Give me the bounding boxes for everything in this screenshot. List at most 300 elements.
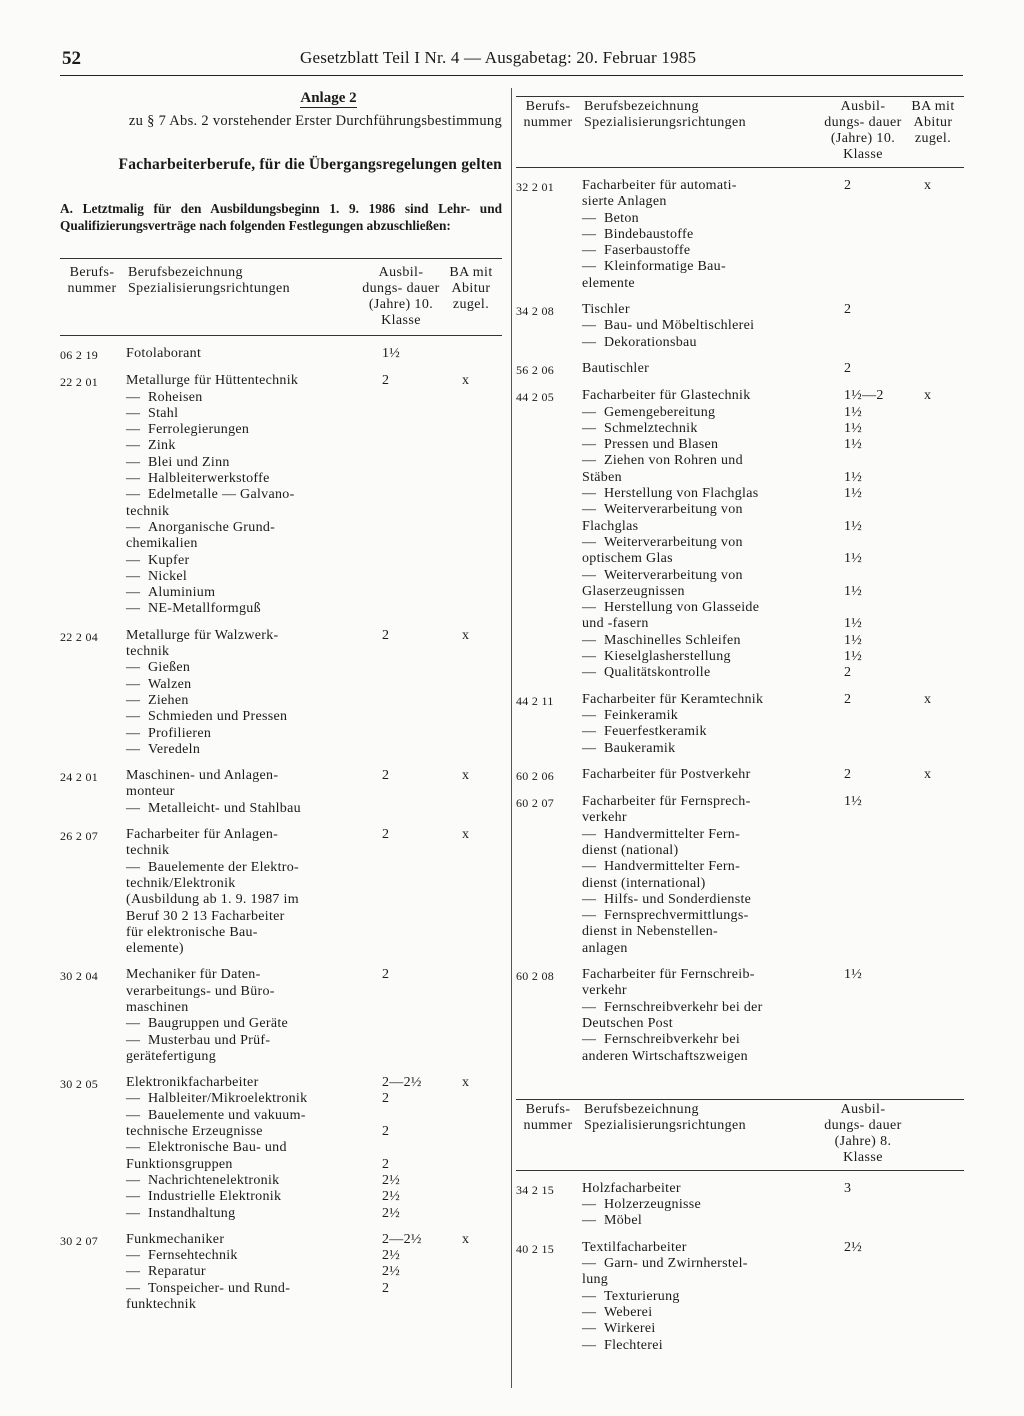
specialization-line (582, 437, 964, 453)
berufsbezeichnung-line (126, 784, 502, 800)
spezialisierung: — Aluminium (126, 585, 216, 601)
dash-marker: — (582, 243, 597, 259)
spezialisierung: technische Erzeugnisse (126, 1124, 263, 1140)
berufsbezeichnung-line (582, 810, 964, 826)
spec-dauer (382, 876, 462, 892)
spec-ba (462, 801, 502, 817)
ba-abitur (924, 794, 964, 810)
entry-body (582, 692, 964, 757)
spezialisierung: (Ausbildung ab 1. 9. 1987 im (126, 892, 299, 908)
berufsnummer: 26 2 07 (60, 829, 99, 844)
table-row (60, 1232, 502, 1313)
ausbildungsdauer: 2 (382, 768, 390, 784)
specialization-line (582, 453, 964, 469)
ausbildungsdauer: 2½ (844, 1239, 863, 1255)
specialization-line (126, 487, 502, 503)
right-entries (516, 178, 964, 1065)
ba-abitur (924, 194, 964, 210)
spec-ba (924, 227, 964, 243)
specialization-line (126, 1140, 502, 1156)
dash-marker: — (582, 1337, 597, 1353)
spec-ba (924, 1256, 964, 1272)
dash-marker: — (126, 859, 141, 875)
spec-dauer (844, 1289, 924, 1305)
spec-ba (462, 693, 502, 709)
dash-marker: — (582, 1256, 597, 1272)
spezialisierung: — Stahl (126, 405, 179, 421)
ba-abitur (462, 644, 502, 660)
dash-marker: — (126, 585, 141, 601)
dash-marker: — (582, 502, 597, 518)
dash-marker: — (126, 1189, 141, 1205)
spec-ba (924, 243, 964, 259)
spezialisierung: anderen Wirtschaftszweigen (582, 1048, 748, 1064)
spec-ba (462, 876, 502, 892)
spec-ba (462, 536, 502, 552)
specialization-line (582, 486, 964, 502)
spezialisierung: — Walzen (126, 676, 192, 692)
header-berufsbezeichnung: Berufsbezeichnung Spezialisierungsrichtungen (128, 265, 291, 296)
spezialisierung: — Baukeramik (582, 740, 676, 756)
spec-dauer: 1½ (844, 518, 863, 534)
spec-ba (462, 1033, 502, 1049)
spezialisierung: dienst (national) (582, 842, 679, 858)
spec-dauer: 1½ (844, 583, 863, 599)
berufsbezeichnung-line (126, 1232, 502, 1248)
spec-ba (462, 1189, 502, 1205)
spec-dauer: 1½ (844, 632, 863, 648)
spec-dauer: 2½ (382, 1264, 401, 1280)
spec-dauer (382, 892, 462, 908)
spec-ba (924, 437, 964, 453)
specialization-line (126, 660, 502, 676)
ausbildungsdauer: 2—2½ (382, 1075, 422, 1091)
spec-dauer (844, 243, 924, 259)
ausbildungsdauer: 2—2½ (382, 1231, 422, 1247)
specialization-line (126, 569, 502, 585)
spec-ba (462, 1248, 502, 1264)
dash-marker: — (126, 389, 141, 405)
spezialisierung: lung (582, 1272, 609, 1288)
table-row (516, 794, 964, 957)
spezialisierung: — Herstellung von Glasseide (582, 600, 760, 616)
spec-dauer: 1½ (844, 616, 863, 632)
ba-abitur (462, 967, 502, 983)
berufsbezeichnung-line (582, 983, 964, 999)
spec-dauer (382, 569, 462, 585)
spezialisierung: — Wirkerei (582, 1321, 656, 1337)
spezialisierung: — Nickel (126, 568, 188, 584)
table-row (60, 373, 502, 617)
dash-marker: — (126, 692, 141, 708)
berufsbezeichnung-line (582, 692, 964, 708)
spec-ba (462, 585, 502, 601)
spec-dauer (844, 708, 924, 724)
dash-marker: — (126, 1016, 141, 1032)
ausbildungsdauer: 1½ (382, 346, 401, 361)
specialization-line (126, 1124, 502, 1140)
specialization-line (582, 318, 964, 334)
spec-dauer (382, 422, 462, 438)
ba-abitur: x (462, 373, 470, 389)
table-row (516, 1181, 964, 1230)
ausbildungsdauer: 1½ (844, 967, 863, 983)
entry-body (582, 388, 964, 681)
spec-dauer: 1½ (844, 649, 863, 665)
spec-ba (924, 335, 964, 351)
specialization-line (582, 568, 964, 584)
section-heading: Facharbeiterberufe, für die Übergangsregelungen gelten (118, 156, 502, 173)
spezialisierung: — Flechterei (582, 1337, 663, 1353)
spec-ba (924, 535, 964, 551)
spec-dauer (382, 520, 462, 536)
spec-dauer (382, 455, 462, 471)
table2-header (516, 1102, 964, 1166)
dash-marker: — (126, 1140, 141, 1156)
spec-ba (924, 568, 964, 584)
dash-marker: — (126, 405, 141, 421)
specialization-line (126, 1091, 502, 1107)
dash-marker: — (582, 740, 597, 756)
spec-dauer (844, 227, 924, 243)
dash-marker: — (126, 800, 141, 816)
right-entries-8 (516, 1181, 964, 1354)
dash-marker: — (582, 826, 597, 842)
spezialisierung: chemikalien (126, 536, 198, 552)
spec-dauer (382, 601, 462, 617)
berufsbezeichnung: Elektronikfacharbeiter (126, 1075, 259, 1091)
berufsbezeichnung: verkehr (582, 983, 627, 999)
spezialisierung: Glaserzeugnissen (582, 583, 685, 599)
spec-ba (462, 941, 502, 957)
spec-ba (462, 1297, 502, 1313)
entry-body (126, 1075, 502, 1222)
dash-marker: — (126, 1032, 141, 1048)
dash-marker: — (582, 665, 597, 681)
specialization-line (126, 801, 502, 817)
spezialisierung: — Qualitätskontrolle (582, 665, 711, 681)
berufsbezeichnung: technik (126, 843, 170, 859)
specialization-line (582, 665, 964, 681)
berufsbezeichnung: Tischler (582, 302, 630, 318)
berufsbezeichnung-line (582, 194, 964, 210)
specialization-line (582, 1338, 964, 1354)
berufsbezeichnung-line (126, 628, 502, 644)
spec-dauer (844, 1305, 924, 1321)
spec-dauer (382, 709, 462, 725)
table-row (516, 302, 964, 351)
table-header (60, 265, 502, 329)
table-row (516, 361, 964, 378)
entry-body (582, 361, 964, 378)
spezialisierung: — Beton (582, 210, 639, 226)
spezialisierung: — Roheisen (126, 389, 203, 405)
ba-abitur (924, 967, 964, 983)
entry-body (582, 767, 964, 784)
specialization-line (582, 859, 964, 875)
spezialisierung: — Weberei (582, 1304, 653, 1320)
specialization-line (126, 925, 502, 941)
specialization-line (126, 742, 502, 758)
header-ba-abitur: BA mit Abitur zugel. (449, 265, 493, 312)
ba-abitur: x (462, 827, 470, 843)
specialization-line (582, 502, 964, 518)
column-separator (511, 88, 512, 1388)
berufsbezeichnung-line (582, 767, 964, 783)
header-berufsnummer: Berufs- nummer (67, 265, 117, 296)
berufsnummer: 44 2 05 (516, 390, 555, 405)
berufsbezeichnung-line (126, 984, 502, 1000)
ba-abitur (924, 810, 964, 826)
berufsbezeichnung-line (582, 967, 964, 983)
spec-ba (462, 1140, 502, 1156)
table-header-rule (516, 167, 964, 168)
spezialisierung: — Pressen und Blasen (582, 437, 719, 453)
berufsnummer: 30 2 07 (60, 1233, 99, 1248)
berufsbezeichnung-line (126, 1075, 502, 1091)
ausbildungsdauer (382, 843, 462, 859)
spec-ba (462, 1049, 502, 1065)
spezialisierung: — Profilieren (126, 725, 212, 741)
ausbildungsdauer: 2 (382, 827, 390, 843)
ba-abitur: x (462, 1075, 470, 1091)
spec-dauer: 1½ (844, 469, 863, 485)
berufsnummer: 60 2 07 (516, 796, 555, 811)
spec-dauer (382, 941, 462, 957)
ausbildungsdauer: 1½ (844, 794, 863, 810)
ba-abitur (924, 1181, 964, 1197)
spezialisierung: Flachglas (582, 518, 639, 534)
spec-ba (924, 1197, 964, 1213)
spec-dauer (844, 859, 924, 875)
dash-marker: — (126, 1091, 141, 1107)
spec-ba (924, 724, 964, 740)
spec-dauer (382, 677, 462, 693)
dash-marker: — (582, 632, 597, 648)
spec-dauer: 2 (382, 1091, 390, 1107)
dash-marker: — (582, 437, 597, 453)
left-column (60, 88, 502, 1313)
spezialisierung: — Gießen (126, 660, 191, 676)
spec-ba (462, 406, 502, 422)
specialization-line (126, 1248, 502, 1264)
berufsbezeichnung: maschinen (126, 999, 189, 1015)
berufsbezeichnung-line (126, 644, 502, 660)
spec-ba (462, 520, 502, 536)
spezialisierung: — Möbel (582, 1213, 643, 1229)
spezialisierung: Funktionsgruppen (126, 1156, 233, 1172)
table-row (60, 827, 502, 957)
berufsbezeichnung: Facharbeiter für Anlagen- (126, 827, 279, 843)
berufsbezeichnung: Metallurge für Hüttentechnik (126, 373, 299, 389)
dash-marker: — (582, 649, 597, 665)
specialization-line (582, 405, 964, 421)
spec-ba (924, 1289, 964, 1305)
spec-ba (462, 569, 502, 585)
spec-ba (462, 601, 502, 617)
ausbildungsdauer (844, 194, 924, 210)
entry-body (126, 1232, 502, 1313)
specialization-line (582, 1305, 964, 1321)
spec-ba (462, 487, 502, 503)
dash-marker: — (126, 1248, 141, 1264)
specialization-line (126, 601, 502, 617)
berufsbezeichnung: Mechaniker für Daten- (126, 967, 261, 983)
spezialisierung: elemente) (126, 941, 184, 957)
berufsbezeichnung-line (582, 361, 964, 377)
anlage-subtitle: zu § 7 Abs. 2 vorstehender Erster Durchführungsbestimmung (128, 113, 502, 129)
spec-dauer (382, 487, 462, 503)
spec-ba (462, 925, 502, 941)
specialization-line (126, 693, 502, 709)
dash-marker: — (582, 999, 597, 1015)
spec-dauer (844, 924, 924, 940)
spezialisierung: anlagen (582, 940, 628, 956)
spec-dauer (844, 211, 924, 227)
spec-dauer (382, 801, 462, 817)
specialization-line (126, 1016, 502, 1032)
ausbildungsdauer: 2 (382, 373, 390, 389)
spec-dauer (844, 908, 924, 924)
specialization-line (582, 1032, 964, 1048)
specialization-line (126, 1033, 502, 1049)
table-row (516, 1240, 964, 1354)
table-top-rule (516, 96, 964, 97)
spec-ba (924, 486, 964, 502)
dash-marker: — (582, 486, 597, 502)
spec-ba (462, 860, 502, 876)
dash-marker: — (582, 600, 597, 616)
berufsbezeichnung: technik (126, 644, 170, 660)
ba-abitur (462, 1000, 502, 1016)
entry-body (126, 373, 502, 617)
spezialisierung: — Handvermittelter Fern- (582, 826, 741, 842)
spec-ba (462, 709, 502, 725)
spec-dauer (844, 1000, 924, 1016)
spec-ba (462, 660, 502, 676)
berufsbezeichnung-line (126, 827, 502, 843)
ba-abitur: x (462, 1231, 470, 1247)
spec-ba (462, 422, 502, 438)
ausbildungsdauer: 3 (844, 1180, 852, 1196)
spec-ba (924, 1000, 964, 1016)
spec-ba (462, 1173, 502, 1189)
section-a-text: A. Letztmalig für den Ausbildungsbeginn 1. 9. 1986 sind Lehr- und Qualifizierungsverträge nach folgenden Festlegungen abzuschließen: (60, 201, 502, 233)
specialization-line (126, 438, 502, 454)
berufsbezeichnung: Funkmechaniker (126, 1231, 225, 1247)
table-row (516, 967, 964, 1065)
spezialisierung: — Tonspeicher- und Rund- (126, 1280, 291, 1296)
dash-marker: — (126, 1172, 141, 1188)
spezialisierung: gerätefertigung (126, 1048, 217, 1064)
table2-header-rule (516, 1170, 964, 1171)
spec-ba (924, 924, 964, 940)
specialization-line (582, 1272, 964, 1288)
spec-ba (462, 1091, 502, 1107)
spec-dauer: 1½ (844, 486, 863, 502)
spec-ba (924, 827, 964, 843)
specialization-line (126, 1049, 502, 1065)
spec-dauer (844, 941, 924, 957)
header-rule (60, 75, 963, 76)
spec-ba (924, 519, 964, 535)
ausbildungsdauer (382, 644, 462, 660)
berufsbezeichnung: verkehr (582, 810, 627, 826)
ausbildungsdauer (382, 1000, 462, 1016)
header-berufsnummer: Berufs- nummer (523, 99, 573, 130)
spec-ba (924, 892, 964, 908)
table-row (60, 1075, 502, 1222)
specialization-line (582, 470, 964, 486)
spezialisierung: — Holzerzeugnisse (582, 1197, 702, 1213)
spezialisierung: — Schmelztechnik (582, 420, 698, 436)
spec-dauer (382, 909, 462, 925)
spezialisierung: — Maschinelles Schleifen (582, 632, 741, 648)
spec-dauer (844, 535, 924, 551)
dash-marker: — (126, 741, 141, 757)
spezialisierung: — Dekorationsbau (582, 334, 697, 350)
berufsbezeichnung: sierte Anlagen (582, 194, 667, 210)
berufsbezeichnung-line (582, 302, 964, 318)
spec-ba (924, 1305, 964, 1321)
berufsbezeichnung-line (582, 1181, 964, 1197)
dash-marker: — (126, 438, 141, 454)
spec-ba (462, 455, 502, 471)
table-row (60, 346, 502, 363)
header-ausbildungsdauer: Ausbil- dungs- dauer (Jahre) 10. Klasse (824, 99, 902, 162)
spec-dauer: 2 (382, 1156, 390, 1172)
dash-marker: — (582, 1288, 597, 1304)
spezialisierung: — Handvermittelter Fern- (582, 859, 741, 875)
berufsbezeichnung-line (126, 967, 502, 983)
dash-marker: — (582, 534, 597, 550)
specialization-line (582, 843, 964, 859)
spec-dauer (382, 1016, 462, 1032)
spec-dauer (382, 860, 462, 876)
specialization-line (582, 211, 964, 227)
specialization-line (126, 553, 502, 569)
spezialisierung: Beruf 30 2 13 Facharbeiter (126, 908, 285, 924)
spec-ba (462, 438, 502, 454)
dash-marker: — (582, 259, 597, 275)
spec-ba (924, 600, 964, 616)
ausbildungsdauer: 2 (382, 627, 390, 643)
spec-ba (462, 892, 502, 908)
dash-marker: — (126, 568, 141, 584)
dash-marker: — (582, 1321, 597, 1337)
spec-ba (462, 1016, 502, 1032)
berufsbezeichnung: Facharbeiter für Glastechnik (582, 388, 751, 404)
entry-body (582, 1181, 964, 1230)
spec-ba (462, 726, 502, 742)
spec-ba (924, 843, 964, 859)
spec-dauer (382, 660, 462, 676)
specialization-line (582, 941, 964, 957)
spec-ba (462, 1124, 502, 1140)
table2-top-rule (516, 1099, 964, 1100)
spezialisierung: — Anorganische Grund- (126, 519, 276, 535)
spec-ba (924, 616, 964, 632)
spec-dauer (844, 1256, 924, 1272)
spec-ba (462, 504, 502, 520)
spezialisierung: — NE-Metallformguß (126, 601, 261, 617)
spezialisierung: Stäben (582, 469, 622, 485)
specialization-line (126, 471, 502, 487)
specialization-line (126, 709, 502, 725)
table-row (516, 388, 964, 681)
spec-dauer (844, 276, 924, 292)
spec-dauer (844, 892, 924, 908)
